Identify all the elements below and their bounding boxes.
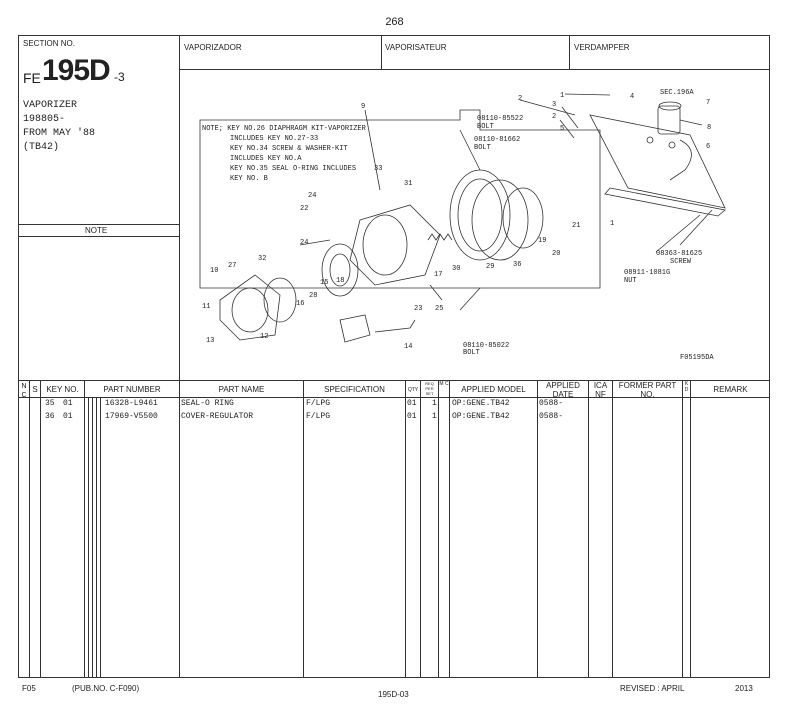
row-applied-model: OP:GENE.TB42 <box>452 412 510 421</box>
svg-text:1: 1 <box>560 92 565 100</box>
svg-text:SCREW: SCREW <box>670 258 692 266</box>
footer-pub-no: (PUB.NO. C-F090) <box>72 684 140 693</box>
svg-text:SEC.196A: SEC.196A <box>660 89 694 97</box>
svg-text:22: 22 <box>300 205 309 213</box>
svg-text:BOLT: BOLT <box>474 144 491 152</box>
row-specification: F/LPG <box>306 399 331 408</box>
svg-text:28: 28 <box>309 292 318 300</box>
svg-text:BOLT: BOLT <box>477 123 494 131</box>
svg-text:32: 32 <box>258 255 267 263</box>
header-applied-date: APPLIED DATE <box>546 381 580 399</box>
svg-text:13: 13 <box>206 337 215 345</box>
row-part-number: 17969-V5500 <box>105 412 158 421</box>
section-suffix: -3 <box>114 70 125 84</box>
description-line: 198805- <box>23 114 66 125</box>
row-applied-date: 0588- <box>539 412 564 421</box>
row-applied-date: 0588- <box>539 399 564 408</box>
row-qty: 01 <box>407 412 417 421</box>
col-divider <box>179 380 180 678</box>
svg-text:NUT: NUT <box>624 277 637 285</box>
svg-text:17: 17 <box>434 271 443 279</box>
row-specification: F/LPG <box>306 412 331 421</box>
header-nc: N C <box>21 383 27 399</box>
svg-text:08363-81625: 08363-81625 <box>656 250 703 258</box>
diaphragm-cover <box>450 170 510 260</box>
col-divider <box>405 380 406 678</box>
section-description <box>23 99 95 155</box>
svg-text:7: 7 <box>706 99 711 107</box>
svg-text:33: 33 <box>374 165 383 173</box>
row-sub: 01 <box>63 412 73 421</box>
row-key-no: 35 <box>45 399 55 408</box>
svg-text:19: 19 <box>538 237 547 245</box>
svg-text:6: 6 <box>706 143 711 151</box>
row-applied-model: OP:GENE.TB42 <box>452 399 510 408</box>
svg-text:9: 9 <box>361 103 366 111</box>
row-sub: 01 <box>63 399 73 408</box>
svg-text:30: 30 <box>452 265 461 273</box>
col-divider <box>588 380 589 678</box>
svg-text:2: 2 <box>552 113 557 121</box>
description-line: VAPORIZER <box>23 100 78 111</box>
svg-text:16: 16 <box>296 300 305 308</box>
svg-text:KEY NO. B: KEY NO. B <box>230 175 268 183</box>
svg-text:KEY NO.34 SCREW & WASHER-KIT: KEY NO.34 SCREW & WASHER-KIT <box>230 145 348 153</box>
footer-revised: REVISED : APRIL <box>620 684 685 693</box>
col-divider <box>690 380 691 678</box>
header-ica-nf: ICA NF <box>593 381 608 399</box>
svg-text:36: 36 <box>513 261 522 269</box>
svg-text:2: 2 <box>518 95 523 103</box>
svg-text:20: 20 <box>552 250 561 258</box>
translation-spanish: VAPORIZADOR <box>184 43 242 52</box>
col-divider <box>612 380 613 678</box>
svg-text:08110-85522: 08110-85522 <box>477 115 524 123</box>
section-label: SECTION NO. <box>23 39 76 48</box>
bracket-plate <box>590 115 725 208</box>
translation-french: VAPORISATEUR <box>385 43 447 52</box>
col-divider <box>537 380 538 678</box>
col-divider <box>303 380 304 678</box>
svg-text:27: 27 <box>228 262 237 270</box>
col-divider <box>96 397 97 678</box>
svg-text:18: 18 <box>336 277 345 285</box>
svg-text:08110-85022: 08110-85022 <box>463 342 510 350</box>
row-key-no: 36 <box>45 412 55 421</box>
svg-text:08911-1081G: 08911-1081G <box>624 269 671 277</box>
svg-text:31: 31 <box>404 180 413 188</box>
row-req: 1 <box>432 412 437 421</box>
section-prefix: FE <box>23 70 41 86</box>
header-req-per-set: REQ PER SET <box>425 381 434 396</box>
svg-text:KEY NO.35 SEAL O-RING INCLUDES: KEY NO.35 SEAL O-RING INCLUDES <box>230 165 357 173</box>
header-s: S <box>32 385 38 394</box>
header-mc: M C <box>439 381 449 387</box>
translation-col-2 <box>569 35 570 69</box>
col-divider <box>29 380 30 678</box>
col-divider <box>682 380 683 678</box>
note-label: NOTE <box>85 226 108 235</box>
page-number: 268 <box>385 16 404 28</box>
header-applied-model: APPLIED MODEL <box>461 385 526 394</box>
svg-text:INCLUDES KEY NO.27-33: INCLUDES KEY NO.27-33 <box>230 135 319 143</box>
vaporizer-body <box>350 205 443 285</box>
translation-col-1 <box>381 35 382 69</box>
svg-text:23: 23 <box>414 305 423 313</box>
col-divider <box>92 397 93 678</box>
col-divider <box>40 380 41 678</box>
regulator-cover <box>220 275 280 340</box>
bracket-base <box>605 188 725 216</box>
header-former-part-no: FORMER PART NO. <box>618 381 677 399</box>
svg-text:25: 25 <box>435 305 444 313</box>
svg-text:INCLUDES KEY NO.A: INCLUDES KEY NO.A <box>230 155 302 163</box>
header-remark: REMARK <box>713 385 748 394</box>
col-divider <box>84 380 85 678</box>
svg-text:21: 21 <box>572 222 581 230</box>
svg-text:12: 12 <box>260 333 269 341</box>
svg-text:3: 3 <box>552 101 557 109</box>
col-divider <box>438 380 439 678</box>
footer-year: 2013 <box>735 684 753 693</box>
svg-text:10: 10 <box>210 267 219 275</box>
header-kd: K D <box>684 381 689 393</box>
svg-text:24: 24 <box>300 239 309 247</box>
header-part-number: PART NUMBER <box>103 385 161 394</box>
row-req: 1 <box>432 399 437 408</box>
header-specification: SPECIFICATION <box>324 385 385 394</box>
header-part-name: PART NAME <box>218 385 265 394</box>
col-divider <box>88 397 89 678</box>
svg-text:24: 24 <box>308 192 317 200</box>
col-divider <box>420 380 421 678</box>
col-divider <box>100 397 101 678</box>
row-part-name: SEAL-O RING <box>181 399 234 408</box>
footer-code: F05 <box>22 684 36 693</box>
footer-page-code: 195D-03 <box>378 690 409 699</box>
svg-text:BOLT: BOLT <box>463 349 480 357</box>
note-divider-2 <box>18 236 179 237</box>
row-part-name: COVER-REGULATOR <box>181 412 254 421</box>
row-part-number: 16328-L9461 <box>105 399 158 408</box>
svg-text:11: 11 <box>202 303 211 311</box>
svg-text:15: 15 <box>320 279 329 287</box>
description-line: (TB42) <box>23 142 60 153</box>
col-divider <box>449 380 450 678</box>
exploded-parts-diagram <box>180 70 769 379</box>
row-qty: 01 <box>407 399 417 408</box>
translation-german: VERDAMPFER <box>574 43 630 52</box>
section-number: 195D <box>42 54 110 87</box>
svg-text:8: 8 <box>707 124 712 132</box>
header-key-no: KEY NO. <box>46 385 79 394</box>
description-line: FROM MAY '88 <box>23 128 96 139</box>
svg-text:14: 14 <box>404 343 413 351</box>
svg-text:1: 1 <box>610 220 615 228</box>
svg-text:F05195DA: F05195DA <box>680 354 714 362</box>
svg-text:29: 29 <box>486 263 495 271</box>
svg-text:4: 4 <box>630 93 635 101</box>
header-qty: QTY <box>407 387 419 393</box>
svg-text:08110-81662: 08110-81662 <box>474 136 521 144</box>
note-divider <box>18 224 179 225</box>
svg-text:5: 5 <box>560 125 565 133</box>
svg-text:NOTE; KEY NO.26 DIAPHRAGM KIT-: NOTE; KEY NO.26 DIAPHRAGM KIT-VAPORIZER <box>202 125 366 133</box>
